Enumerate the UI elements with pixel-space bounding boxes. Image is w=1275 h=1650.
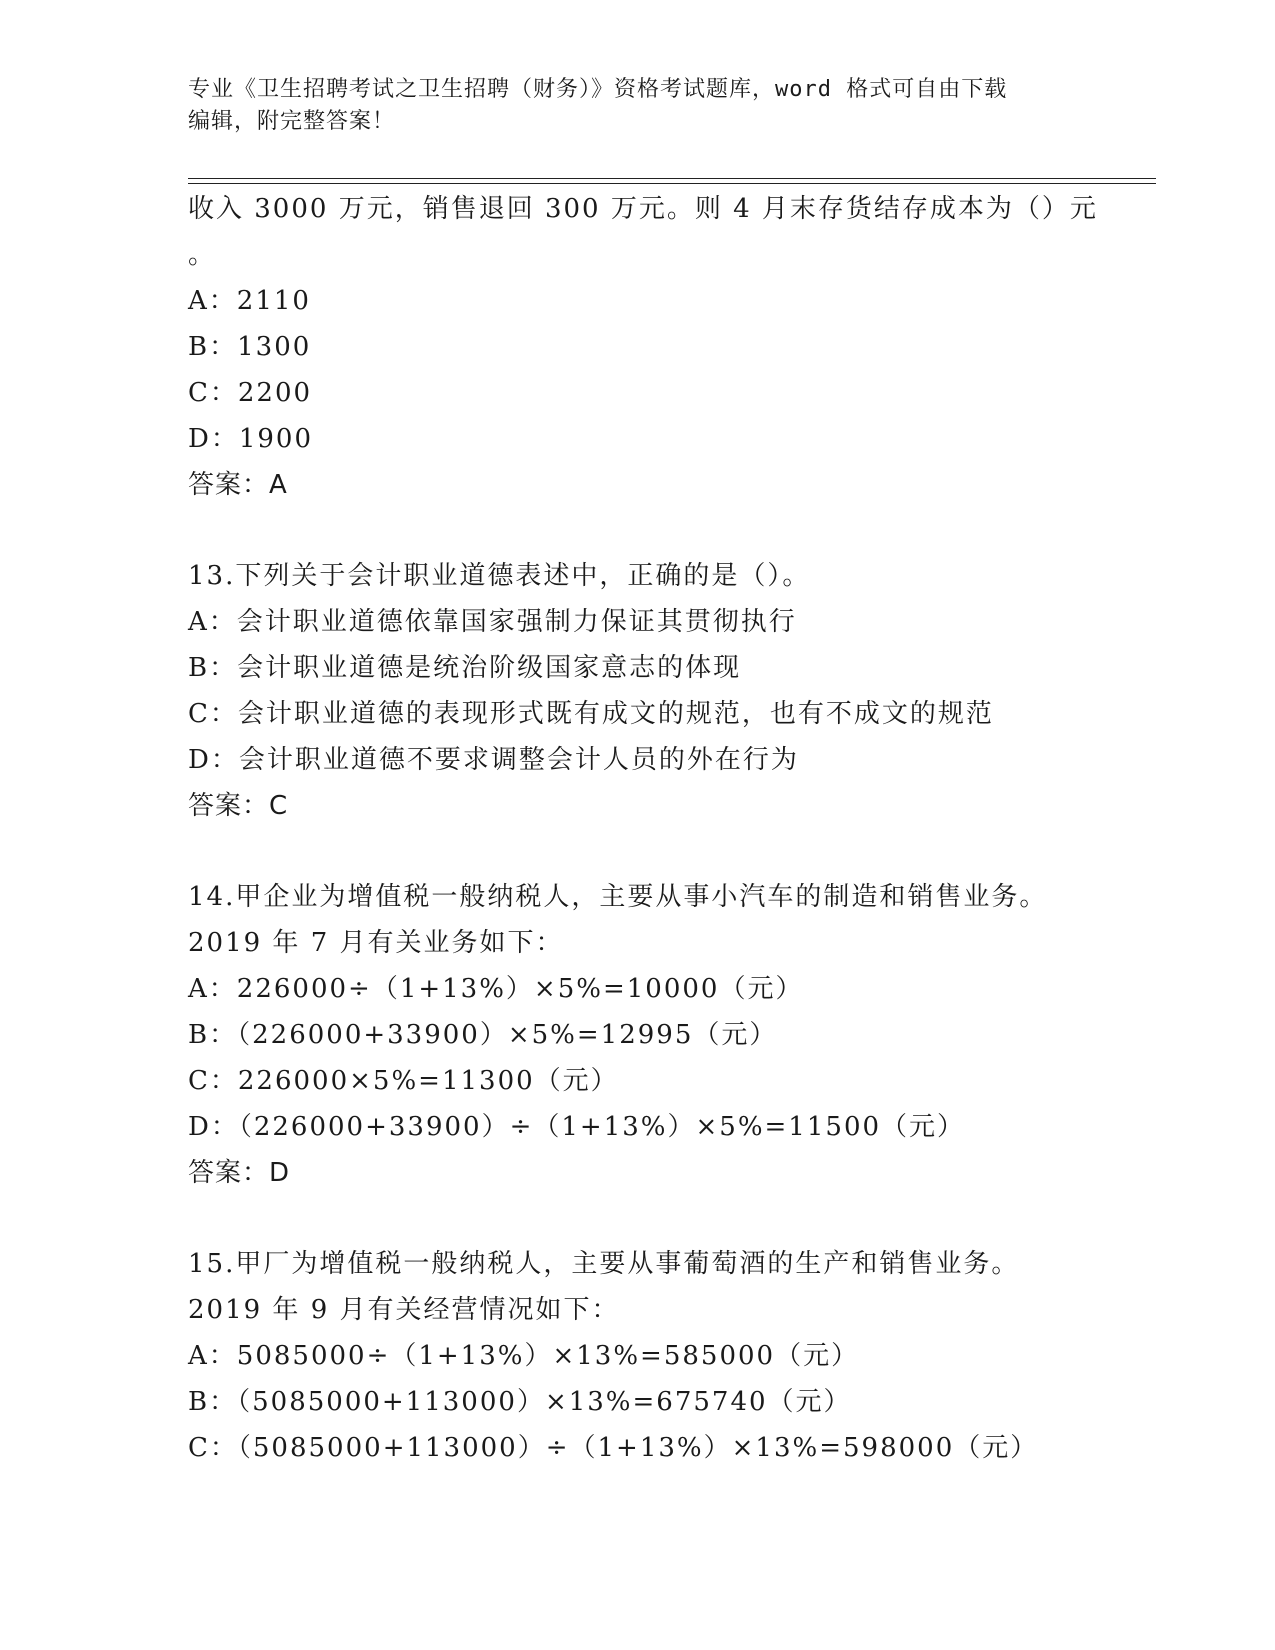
question-14-stem-line-2: 2019 年 7 月有关业务如下： [188, 928, 564, 958]
question-13-option-c: C：会计职业道德的表现形式既有成文的规范，也有不成文的规范 [188, 699, 994, 729]
question-14-option-b: B：（226000+33900）×5%=12995（元） [188, 1020, 778, 1050]
spacer [188, 829, 1088, 874]
question-12-option-d: D：1900 [188, 424, 314, 454]
question-15-stem-line-1: 15.甲厂为增值税一般纳税人，主要从事葡萄酒的生产和销售业务。 [188, 1249, 1020, 1279]
question-13-answer: 答案：C [188, 791, 289, 821]
question-14-answer: 答案：D [188, 1158, 291, 1188]
question-12-option-a: A：2110 [188, 286, 311, 316]
spacer [188, 508, 1088, 553]
question-15 [188, 1241, 1088, 1471]
question-15-stem-line-2: 2019 年 9 月有关经营情况如下： [188, 1295, 620, 1325]
spacer [188, 1196, 1088, 1241]
question-13-option-a: A：会计职业道德依靠国家强制力保证其贯彻执行 [188, 607, 797, 637]
question-13-stem: 13.下列关于会计职业道德表述中，正确的是（）。 [188, 561, 811, 591]
document-header [188, 74, 1068, 138]
question-13 [188, 553, 1088, 829]
question-12-option-b: B：1300 [188, 332, 312, 362]
header-divider-top [188, 178, 1156, 179]
question-14-option-a: A：226000÷（1+13%）×5%=10000（元） [188, 974, 804, 1004]
question-15-option-a: A：5085000÷（1+13%）×13%=585000（元） [188, 1341, 860, 1371]
question-15-option-c: C：（5085000+113000）÷（1+13%）×13%=598000（元） [188, 1433, 1039, 1463]
question-list [188, 186, 1098, 1471]
question-12-answer: 答案：A [188, 470, 288, 500]
question-13-option-d: D：会计职业道德不要求调整会计人员的外在行为 [188, 745, 799, 775]
question-13-option-b: B：会计职业道德是统治阶级国家意志的体现 [188, 653, 742, 683]
question-12 [188, 186, 1098, 508]
question-14-option-d: D：（226000+33900）÷（1+13%）×5%=11500（元） [188, 1112, 966, 1142]
question-14-option-c: C：226000×5%=11300（元） [188, 1066, 619, 1096]
question-12-stem-line-1: 收入 3000 万元，销售退回 300 万元。则 4 月末存货结存成本为（）元 [188, 194, 1098, 224]
question-15-option-b: B：（5085000+113000）×13%=675740（元） [188, 1387, 852, 1417]
question-14-stem-line-1: 14.甲企业为增值税一般纳税人，主要从事小汽车的制造和销售业务。 [188, 882, 1048, 912]
question-12-option-c: C：2200 [188, 378, 313, 408]
header-line-1: 专业《卫生招聘考试之卫生招聘（财务）》资格考试题库，word 格式可自由下载 [188, 77, 1008, 102]
header-line-2: 编辑，附完整答案！ [188, 109, 396, 134]
question-14 [188, 874, 1088, 1196]
header-divider-bottom [188, 183, 1156, 184]
question-12-stem-line-2: 。 [188, 240, 217, 270]
